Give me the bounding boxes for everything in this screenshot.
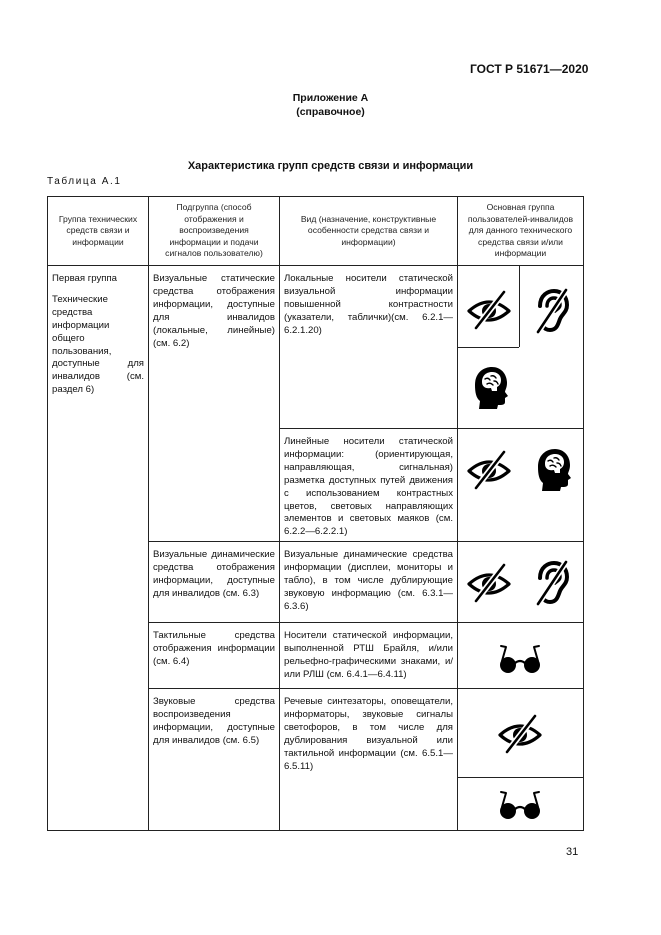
type-cell-tactile: Носители статической информации, выполненной РТШ Брайля, и/или рельефно-графическими знаками, и/или РЛШ (см. 6.4.1—6.4.11) <box>284 630 453 680</box>
column-header-group: Группа технических средств связи и информации <box>58 213 138 247</box>
column-header-users: Основная группа пользователей-инвалидов для данного технического средства связи и/или информации <box>467 202 574 259</box>
crossed-ear-icon <box>532 288 572 334</box>
type-cell-local: Локальные носители статической визуальной информации повышенной контрастности (указатели, таблички)(см. 6.2.1—6.2.1.20) <box>284 273 453 336</box>
subgroup-cell-audio: Звуковые средства воспроизведения информации, доступные для инвалидов (см. 6.5) <box>153 696 275 746</box>
crossed-eye-icon <box>466 563 512 603</box>
appendix-title: Приложение А <box>292 92 369 104</box>
column-header-type: Вид (назначение, конструктивные особенности средства связи и информации) <box>300 213 437 247</box>
appendix-subtitle: (справочное) <box>296 106 365 118</box>
type-cell-dynamic: Визуальные динамические средства информации (дисплеи, мониторы и табло), в том числе дублирующие звуковую информацию (см. 6.3.1—6.3.6) <box>284 549 453 612</box>
type-cell-audio: Речевые синтезаторы, оповещатели, информаторы, звуковые сигналы светофоров, в том числе для дублирования визуальной или тактильной информации (см. 6.5.1—6.5.11) <box>284 696 453 772</box>
standard-number: ГОСТ Р 51671—2020 <box>470 62 589 76</box>
subgroup-cell-dynamic: Визуальные динамические средства отображения информации, доступные для инвалидов (см. 6.3) <box>153 549 275 599</box>
crossed-ear-icon <box>532 560 572 606</box>
table-title: Характеристика групп средств связи и информации <box>187 160 474 172</box>
column-header-subgroup: Подгруппа (способ отображения и воспроизведения информации и подачи сигналов пользователю) <box>165 202 263 259</box>
group-description: Технические средства информации общего пользования, доступные для инвалидов (см. раздел 6) <box>52 293 144 396</box>
dark-glasses-icon <box>498 642 542 676</box>
page-number: 31 <box>566 846 579 858</box>
crossed-eye-icon <box>466 450 512 490</box>
group-cell <box>48 270 148 400</box>
subgroup-cell-tactile: Тактильные средства отображения информации (см. 6.4) <box>153 630 275 667</box>
subgroup-cell-static: Визуальные статические средства отображения информации, доступные для инвалидов (локальные, линейные) (см. 6.2) <box>153 273 275 349</box>
group-name: Первая группа <box>52 273 118 284</box>
head-with-brain-icon <box>469 365 509 409</box>
table-label: Таблица А.1 <box>47 176 122 187</box>
head-with-brain-icon <box>532 447 572 491</box>
crossed-eye-icon <box>466 290 512 330</box>
type-cell-linear: Линейные носители статической информации: (ориентирующая, направляющая, сигнальная) разметка доступных путей движения с использованием контрастных цветов, световых направляющих элементов и световых маяков (см. 6.2.2—6.2.2.1) <box>284 436 453 538</box>
dark-glasses-icon <box>498 788 542 822</box>
crossed-eye-icon <box>497 714 543 754</box>
